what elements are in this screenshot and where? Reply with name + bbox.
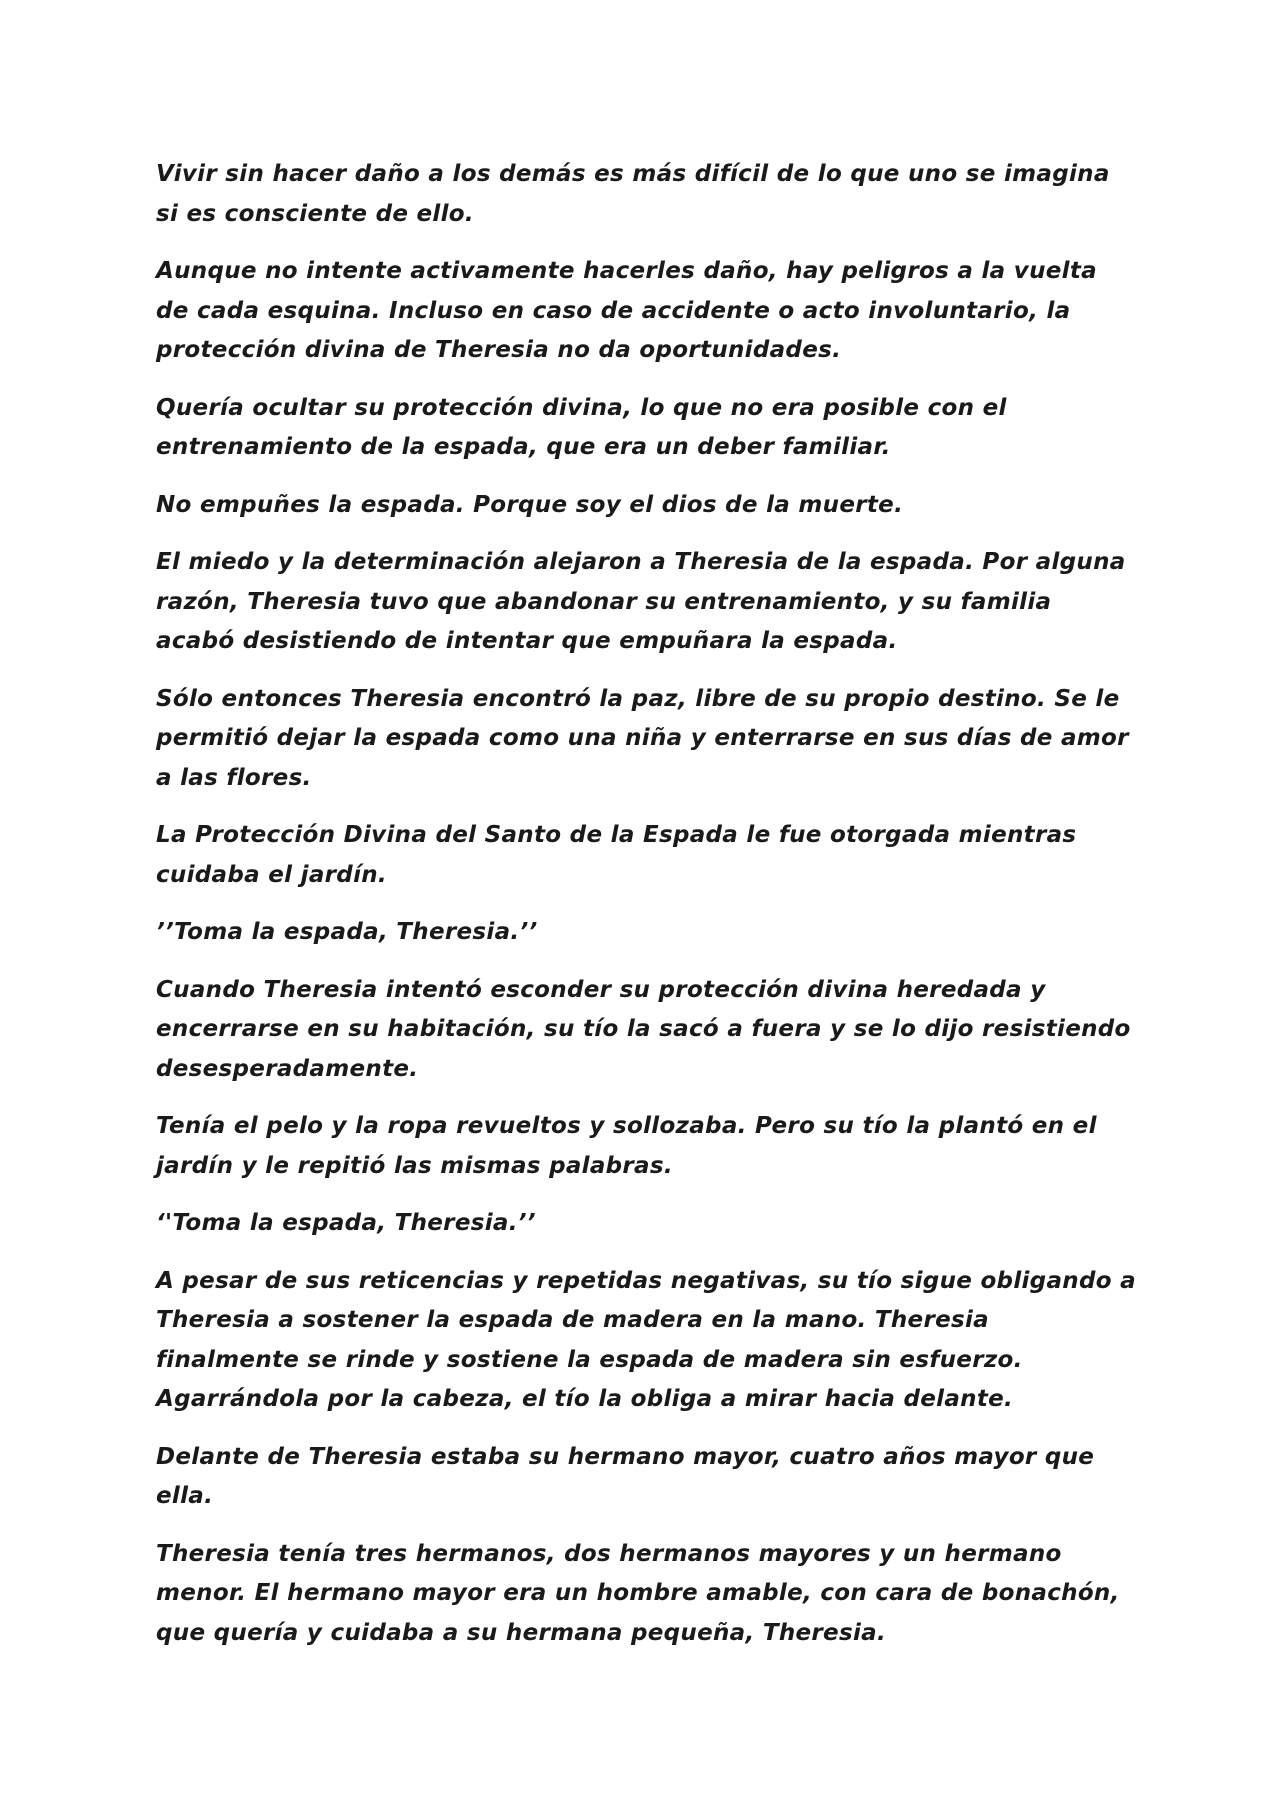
paragraph: ‘'Toma la espada, Theresia.’’ bbox=[156, 1210, 536, 1236]
paragraph: Vivir sin hacer daño a los demás es más difícil de lo que uno se imagina si es consciente de ello. bbox=[156, 161, 1110, 227]
paragraph: Delante de Theresia estaba su hermano mayor, cuatro años mayor que ella. bbox=[156, 1443, 1095, 1509]
paragraph: No empuñes la espada. Porque soy el dios de la muerte. bbox=[156, 491, 904, 518]
document-body bbox=[156, 155, 1136, 1671]
paragraph: Sólo entonces Theresia encontró la paz, libre de su propio destino. Se le permitió dejar la espada como una niña y enterrarse en sus días de amor a las flores. bbox=[156, 685, 1129, 791]
paragraph: A pesar de sus reticencias y repetidas negativas, su tío sigue obligando a Theresia a sostener la espada de madera en la mano. Theresia finalmente se rinde y sostiene la espada de madera sin esfuerzo. Agarrándola por la cabeza, el tío la obliga a mirar hacia delante. bbox=[156, 1267, 1136, 1412]
paragraph: Theresia tenía tres hermanos, dos hermanos mayores y un hermano menor. El hermano mayor era un hombre amable, con cara de bonachón, que quería y cuidaba a su hermana pequeña, Theresia. bbox=[156, 1540, 1120, 1646]
paragraph: ’’Toma la espada, Theresia.’’ bbox=[156, 919, 538, 945]
paragraph: Aunque no intente activamente hacerles daño, hay peligros a la vuelta de cada esquina. Incluso en caso de accidente o acto involuntario, la protección divina de Theresia no da oportunidades. bbox=[156, 258, 1097, 363]
paragraph: Cuando Theresia intentó esconder su protección divina heredada y encerrarse en su habitación, su tío la sacó a fuera y se lo dijo resistiendo desesperadamente. bbox=[156, 976, 1131, 1082]
paragraph: El miedo y la determinación alejaron a Theresia de la espada. Por alguna razón, Theresia tuvo que abandonar su entrenamiento, y su familia acabó desistiendo de intentar que empuñara la espada. bbox=[156, 549, 1126, 654]
paragraph: Tenía el pelo y la ropa revueltos y sollozaba. Pero su tío la plantó en el jardín y le repitió las mismas palabras. bbox=[156, 1113, 1097, 1179]
paragraph: La Protección Divina del Santo de la Espada le fue otorgada mientras cuidaba el jardín. bbox=[156, 822, 1077, 888]
paragraph: Quería ocultar su protección divina, lo que no era posible con el entrenamiento de la espada, que era un deber familiar. bbox=[156, 394, 1007, 460]
